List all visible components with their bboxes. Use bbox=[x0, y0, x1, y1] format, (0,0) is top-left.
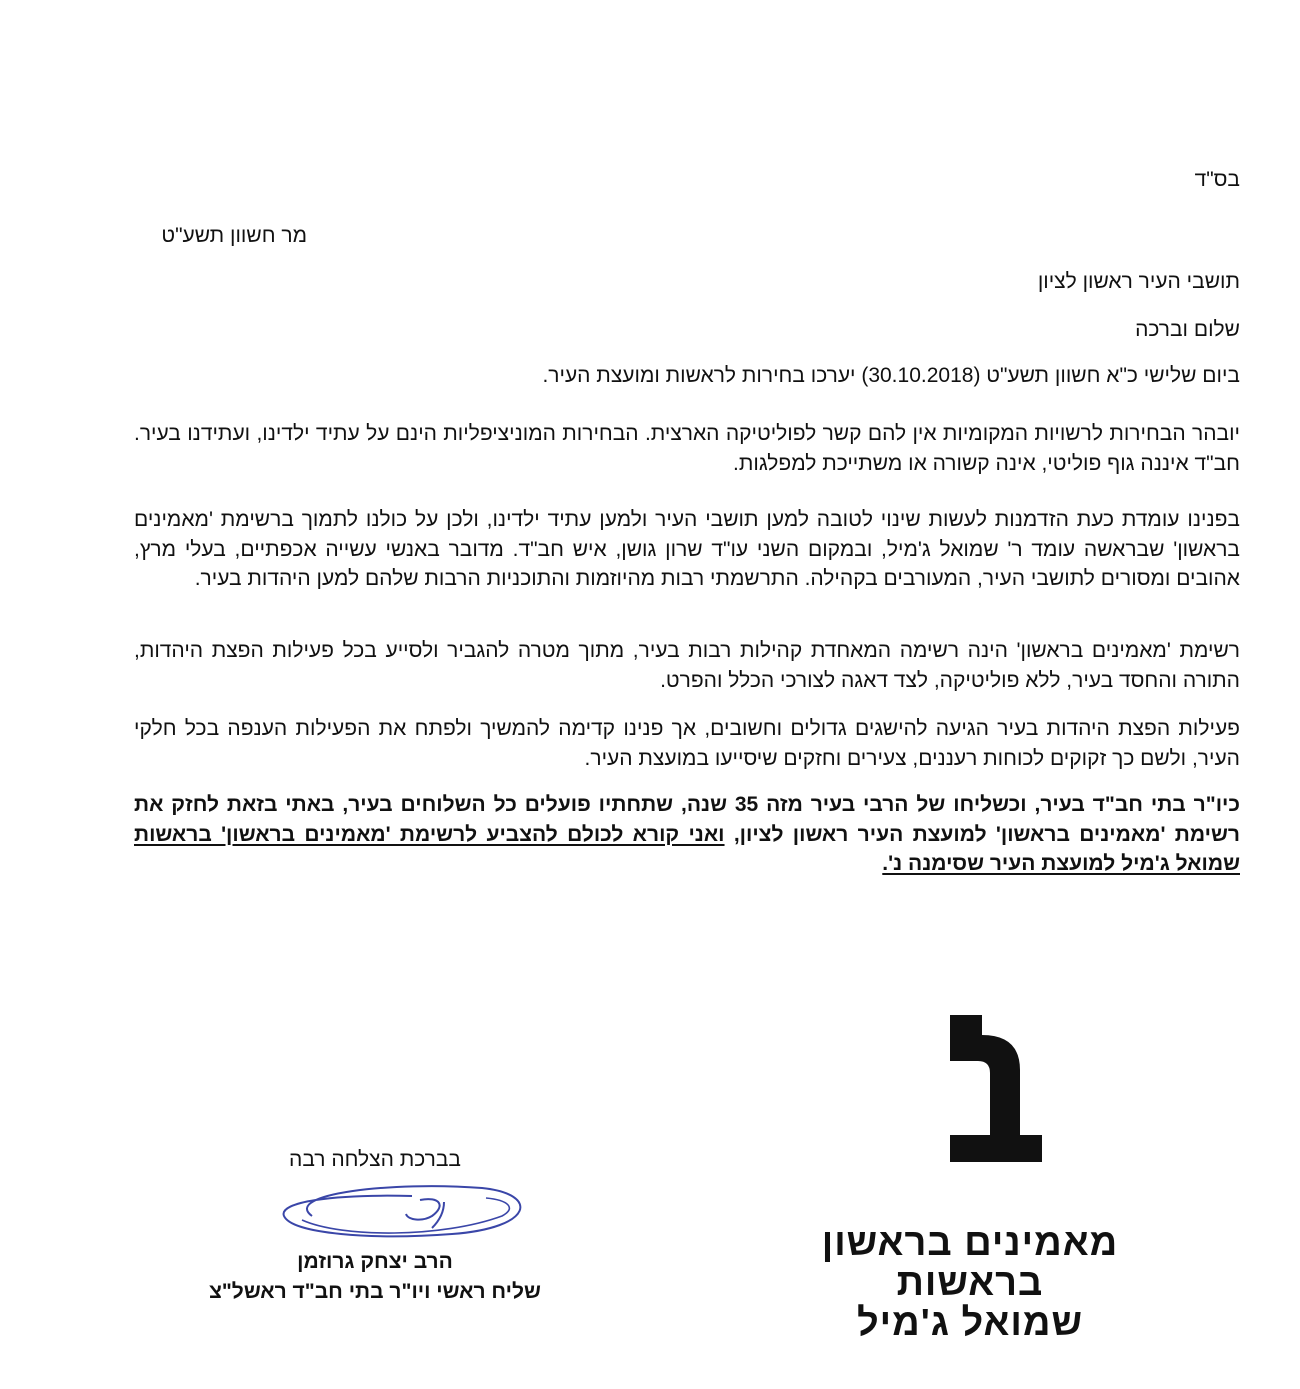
handwritten-signature bbox=[272, 1176, 537, 1248]
list-letter-logo bbox=[950, 1015, 1042, 1162]
list-leader-prefix: בראשות bbox=[896, 1262, 1044, 1304]
list-name: מאמינים בראשון bbox=[821, 1222, 1119, 1264]
paragraph-list: רשימת 'מאמינים בראשון' הינה רשימה המאחדת קהילות רבות בעיר, מתוך מטרה להגביר ולסייע בכל פעילות הפצת היהדות, התורה והחסד בעיר, ללא פוליטיקה, לצד דאגה לצורכי הכלל והפרט. bbox=[134, 639, 1240, 692]
endorsement-call: ואני קורא לכולם להצביע לרשימת 'מאמינים בראשון' בראשות שמואל ג'מיל למועצת העיר שסימנה נ'. bbox=[134, 822, 1240, 875]
paragraph-activity: פעילות הפצת היהדות בעיר הגיעה להישגים גדולים וחשובים, אך פנינו קדימה להמשיך ולפתח את הפעילות הענפה בכל חלקי העיר, ולשם כך זקוקים לכוחות רעננים, צעירים וחזקים שיסייעו במועצת העיר. bbox=[134, 717, 1240, 770]
paragraph-municipal: יובהר הבחירות לרשויות המקומיות אין להם קשר לפוליטיקה הארצית. הבחירות המוניציפליות הינם על עתיד ילדינו, ועתידנו בעיר. חב"ד איננה גוף פוליטי, אינה קשורה או משתייכת למפלגות. bbox=[134, 422, 1240, 475]
paragraph-endorsement bbox=[134, 790, 1240, 879]
greeting: שלום וברכה bbox=[1135, 318, 1240, 341]
endorsement-text: כיו"ר בתי חב"ד בעיר, וכשליחו של הרבי בעיר מזה 35 שנה, שתחתיו פועלים כל השלוחים בעיר, באתי בזאת לחזק את רשימת 'מאמינים בראשון' למועצת העיר ראשון לציון, bbox=[134, 793, 1240, 846]
paragraph-election-date: ביום שלישי כ"א חשוון תשע"ט (30.10.2018) יערכו בחירות לראשות ומועצת העיר. bbox=[542, 364, 1240, 387]
recipient: תושבי העיר ראשון לציון bbox=[1037, 270, 1240, 293]
signature-blessing: בברכת הצלחה רבה bbox=[289, 1148, 461, 1171]
signature-name: הרב יצחק גרוזמן bbox=[297, 1250, 453, 1273]
bsd-heading: בס"ד bbox=[1194, 168, 1240, 191]
paragraph-support: בפנינו עומדת כעת הזדמנות לעשות שינוי לטובה למען תושבי העיר ולמען עתיד ילדינו, ולכן על כולנו לתמוך ברשימת 'מאמינים בראשון' שבראשה עומד ר' שמואל ג'מיל, ובמקום השני עו"ד שרון גושן, איש חב"ד. מדובר באנשי עשייה אכפתיים, בעלי מרץ, אהובים ומסורים לתושבי העיר, המעורבים בקהילה. התרשמתי רבות מהיוזמות והתוכניות הרבות שלהם למען היהדות בעיר. bbox=[134, 508, 1240, 590]
signature-title: שליח ראשי ויו"ר בתי חב"ד ראשל"צ bbox=[209, 1280, 541, 1303]
list-leader-name: שמואל ג'מיל bbox=[856, 1302, 1084, 1344]
letter-date: מר חשוון תשע"ט bbox=[161, 224, 307, 247]
